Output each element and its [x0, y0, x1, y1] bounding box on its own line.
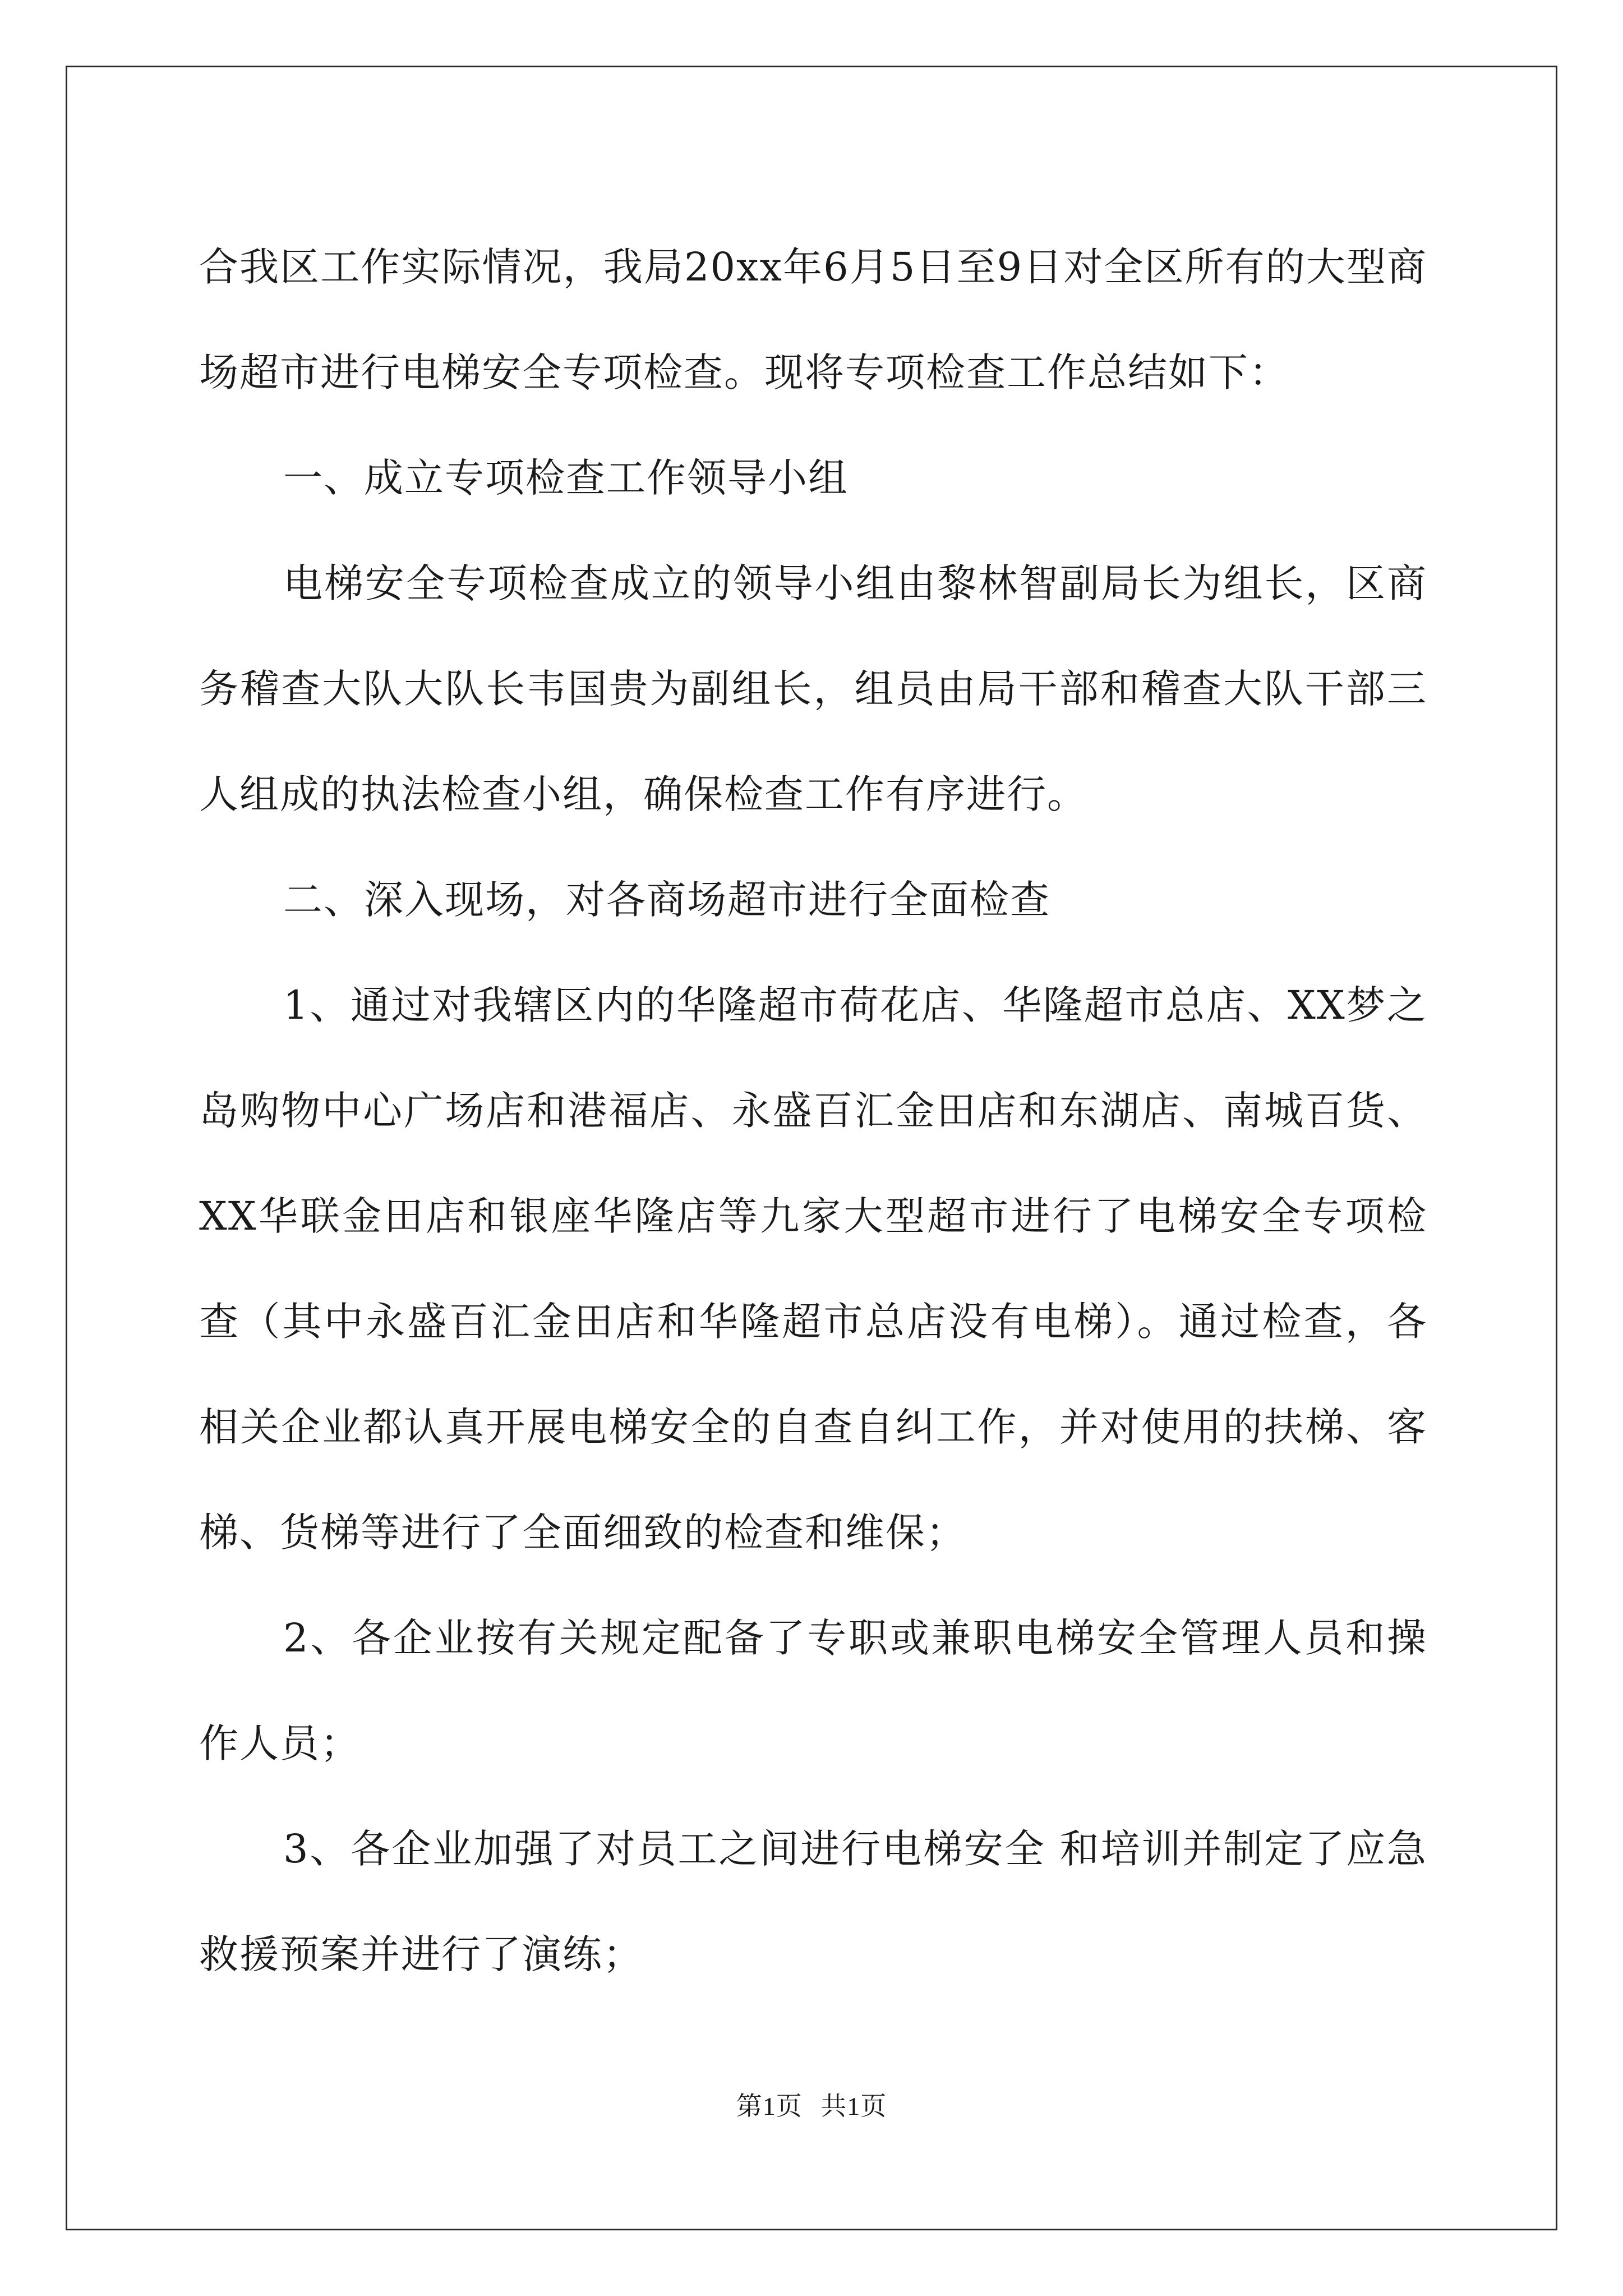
- section-heading-2: 二、深入现场，对各商场超市进行全面检查: [283, 877, 1050, 923]
- paragraph-item-2: 2、各企业按有关规定配备了专职或兼职电梯安全管理人员和操作人员；: [199, 1615, 1427, 1766]
- page-number: 第1页: [736, 2092, 803, 2120]
- section-heading-1: 一、成立专项检查工作领导小组: [283, 455, 849, 501]
- paragraph-leadership-group: 电梯安全专项检查成立的领导小组由黎林智副局长为组长，区商务稽查大队大队长韦国贵为副组长，组员由局干部和稽查大队干部三人组成的执法检查小组，确保检查工作有序进行。: [199, 560, 1427, 817]
- paragraph-item-3: 3、各企业加强了对员工之间进行电梯安全 和培训并制定了应急救援预案并进行了演练；: [199, 1826, 1427, 1977]
- page-total: 共1页: [820, 2092, 887, 2120]
- page-footer: [0, 2086, 1623, 2123]
- document-body: [199, 214, 1427, 2007]
- paragraph-intro: 合我区工作实际情况，我局20xx年6月5日至9日对全区所有的大型商场超市进行电梯安全专项检查。现将专项检查工作总结如下：: [199, 244, 1427, 395]
- paragraph-item-1: 1、通过对我辖区内的华隆超市荷花店、华隆超市总店、XX梦之岛购物中心广场店和港福店、永盛百汇金田店和东湖店、南城百货、XX华联金田店和银座华隆店等九家大型超市进行了电梯安全专项检查（其中永盛百汇金田店和华隆超市总店没有电梯）。通过检查，各相关企业都认真开展电梯安全的自查自纠工作，并对使用的扶梯、客梯、货梯等进行了全面细致的检查和维保；: [199, 982, 1427, 1556]
